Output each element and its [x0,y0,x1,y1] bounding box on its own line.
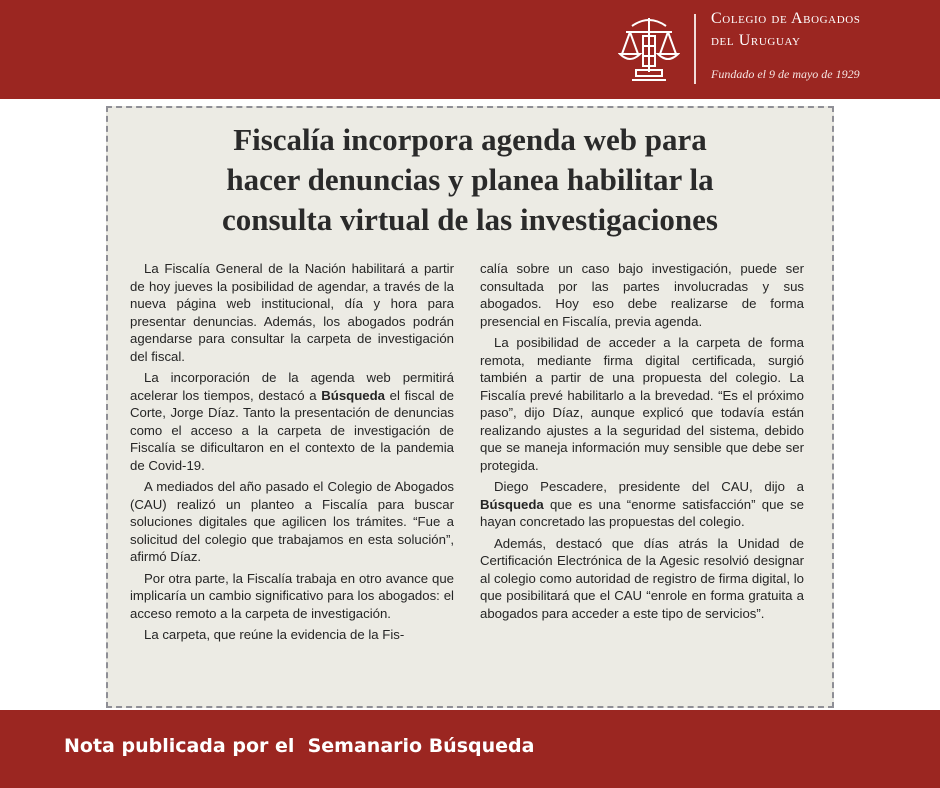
publication-name: Búsqueda [321,387,385,403]
article-paragraph: Además, destacó que días atrás la Unidad de Certificación Electrónica de la Agesic resolvió designar al colegio como autoridad de registro de firma digital, lo que posibilitará que el CAU “enrole en forma gratuita a abogados para acceder a este tipo de servicios”. [480,535,804,621]
article-paragraph: calía sobre un caso bajo investigación, puede ser consultada por las partes involucradas y sus abogados. Hoy eso debe realizarse de forma presencial en Fiscalía, previa agenda. [480,261,804,329]
headline-line: hacer denuncias y planea habilitar la [226,162,714,197]
article-column-right [480,260,804,626]
org-name-line1: Colegio de Abogados [711,10,861,27]
paragraph-text: Diego Pescadere, presidente del CAU, dijo a [494,479,804,494]
headline-line: consulta virtual de las investigaciones [221,202,718,237]
article-paragraph: La posibilidad de acceder a la carpeta de forma remota, mediante firma digital certificada, surgió también a partir de una propuesta del colegio. La Fiscalía prevé habilitarlo a la brevedad. “Es el próximo paso”, dijo Díaz, aunque explicó que todavía están realizando ajustes a la seguridad del sistema, debido que se maneja información muy sensible que debe ser protegida. [480,335,804,473]
article-paragraph: A mediados del año pasado el Colegio de Abogados (CAU) realizó un planteo a Fiscalía para buscar soluciones digitales que agilicen los trámites. “Fue a solicitud del colegio que trabajamos en esta solución”, afirmó Díaz. [130,479,454,564]
headline-line: Fiscalía incorpora agenda web para [233,122,707,157]
publication-name: Búsqueda [480,496,544,512]
article-paragraph: La carpeta, que reúne la evidencia de la Fis- [144,627,405,642]
org-name-line2: del Uruguay [711,32,801,49]
footer-banner [0,710,940,788]
founded-tagline: Fundado el 9 de mayo de 1929 [711,67,860,81]
paragraph-text: La incorporación de la agenda web permitirá acelerar los tiempos, destacó a [130,370,454,403]
article-headline [108,120,832,240]
article-paragraph [130,369,454,474]
newspaper-clipping [106,106,834,708]
paragraph-text: el fiscal de Corte, Jorge Díaz. Tanto la presentación de denuncias como el acceso a la carpeta de investigación de Fiscalía se dificultaron en el contexto de la pandemia de Covid-19. [130,387,454,473]
scales-of-justice-icon [618,12,680,84]
article-column-left [130,260,454,648]
footer-caption: Nota publicada por el Semanario Búsqueda [64,735,535,757]
article-paragraph: Por otra parte, la Fiscalía trabaja en otro avance que implicaría un cambio significativo para los abogados: el acceso remoto a la carpeta de investigación. [130,570,454,621]
logo-divider [694,14,696,84]
article-paragraph: La Fiscalía General de la Nación habilitará a partir de hoy jueves la posibilidad de agendar, a través de la nueva página web institucional, día y hora para presentar denuncias. Además, los abogados podrán agendarse para consultar la carpeta de investigación del fiscal. [130,261,454,364]
article-paragraph [480,478,804,531]
header-banner [0,0,940,99]
paragraph-text: que es una “enorme satisfacción” que se hayan concretado las propuestas del colegio. [480,496,804,529]
